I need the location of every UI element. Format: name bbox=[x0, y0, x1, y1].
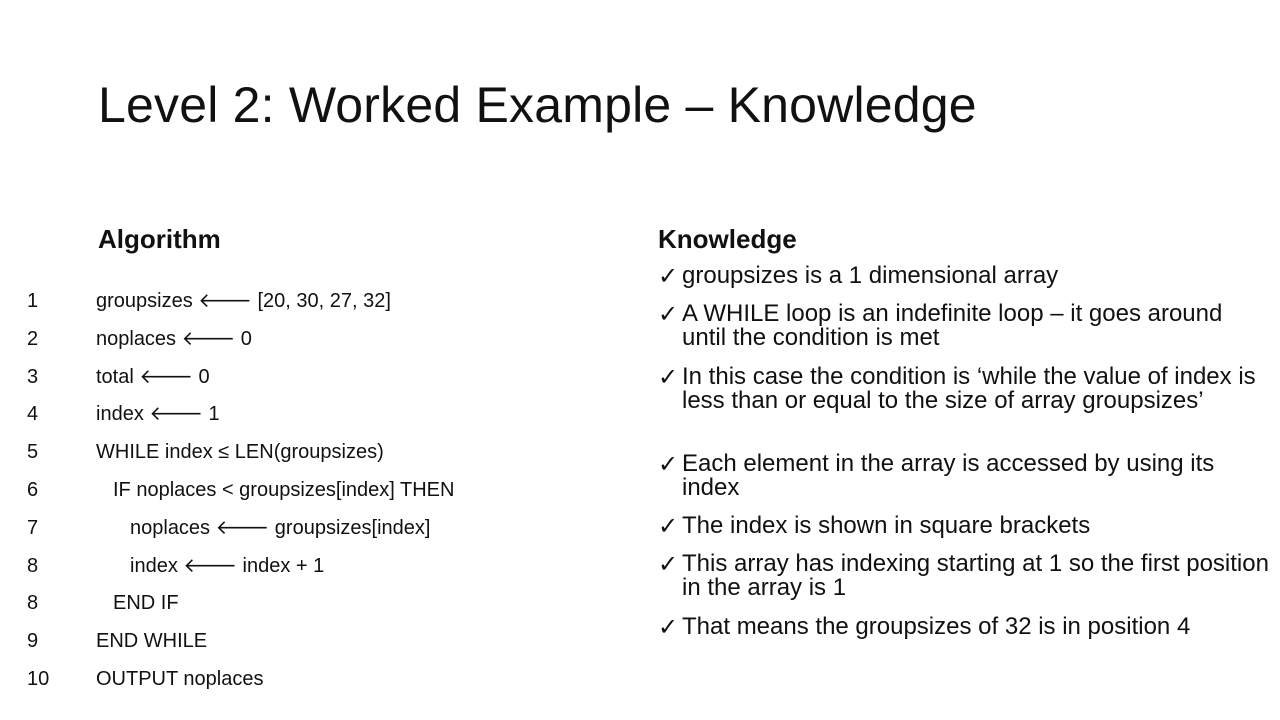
checkmark-icon: ✓ bbox=[658, 262, 679, 290]
knowledge-bullet-text: That means the groupsizes of 32 is in position 4 bbox=[682, 613, 1191, 640]
knowledge-bullet-text: A WHILE loop is an indefinite loop – it goes around until the condition is met bbox=[682, 300, 1223, 351]
code-text: END WHILE bbox=[96, 630, 208, 653]
algorithm-line bbox=[0, 477, 640, 515]
algorithm-heading: Algorithm bbox=[98, 224, 221, 254]
slide-title: Level 2: Worked Example – Knowledge bbox=[98, 77, 977, 133]
line-number: 8 bbox=[27, 592, 39, 615]
code-text: noplaces 🡐 0 bbox=[96, 327, 252, 350]
code-text: total 🡐 0 bbox=[96, 365, 210, 388]
line-number: 8 bbox=[27, 554, 39, 577]
line-number: 5 bbox=[27, 441, 39, 464]
code-text: END IF bbox=[113, 592, 179, 615]
line-number: 3 bbox=[27, 365, 39, 388]
algorithm-line bbox=[0, 666, 640, 704]
knowledge-bullet-text: Each element in the array is accessed by using its index bbox=[682, 450, 1215, 501]
code-text: IF noplaces < groupsizes[index] THEN bbox=[113, 479, 455, 501]
checkmark-icon: ✓ bbox=[658, 550, 679, 578]
knowledge-heading: Knowledge bbox=[658, 224, 797, 254]
line-number: 2 bbox=[27, 327, 39, 350]
knowledge-bullet-text: The index is shown in square brackets bbox=[682, 512, 1091, 539]
algorithm-line bbox=[0, 401, 640, 439]
algorithm-line bbox=[0, 553, 640, 591]
line-number: 9 bbox=[27, 630, 39, 653]
checkmark-icon: ✓ bbox=[658, 363, 679, 391]
line-number: 6 bbox=[27, 479, 39, 501]
checkmark-icon: ✓ bbox=[658, 512, 679, 540]
algorithm-line bbox=[0, 288, 640, 326]
code-text: index 🡐 1 bbox=[96, 403, 220, 426]
code-text: noplaces 🡐 groupsizes[index] bbox=[130, 516, 431, 539]
code-text: OUTPUT noplaces bbox=[96, 668, 264, 690]
checkmark-icon: ✓ bbox=[658, 450, 679, 478]
code-text: groupsizes 🡐 [20, 30, 27, 32] bbox=[96, 290, 391, 312]
algorithm-line bbox=[0, 590, 640, 628]
line-number: 1 bbox=[27, 290, 39, 312]
knowledge-bullet-text: In this case the condition is ‘while the value of index is less than or equal to the size of array groupsizes’ bbox=[682, 363, 1256, 414]
knowledge-bullet-text: groupsizes is a 1 dimensional array bbox=[682, 262, 1059, 289]
line-number: 10 bbox=[27, 668, 50, 690]
algorithm-line bbox=[0, 515, 640, 553]
code-text: index 🡐 index + 1 bbox=[130, 554, 325, 577]
algorithm-line bbox=[0, 326, 640, 364]
knowledge-bullet-text: This array has indexing starting at 1 so the first position in the array is 1 bbox=[682, 550, 1269, 601]
code-text: WHILE index ≤ LEN(groupsizes) bbox=[96, 441, 384, 464]
algorithm-line bbox=[0, 364, 640, 402]
line-number: 7 bbox=[27, 516, 39, 539]
checkmark-icon: ✓ bbox=[658, 300, 679, 328]
algorithm-line bbox=[0, 628, 640, 666]
checkmark-icon: ✓ bbox=[658, 613, 679, 641]
algorithm-line bbox=[0, 439, 640, 477]
line-number: 4 bbox=[27, 403, 39, 426]
